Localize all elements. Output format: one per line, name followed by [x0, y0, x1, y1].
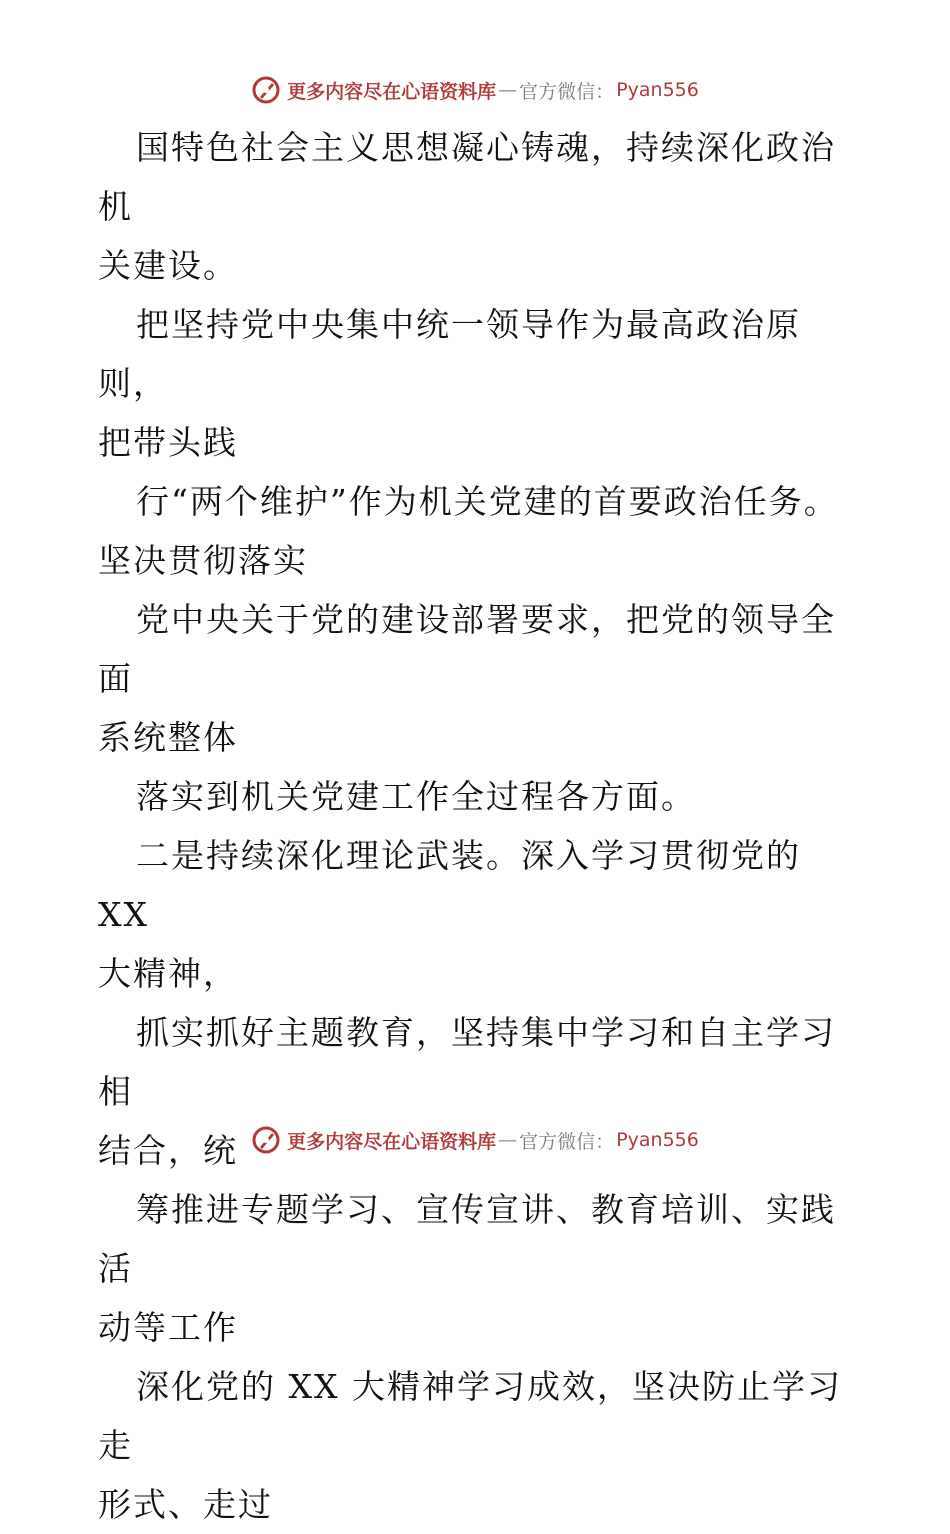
text-line: 行“两个维护”作为机关党建的首要政治任务。 [136, 482, 839, 521]
banner-wechat-handle: Pyan556 [616, 1129, 699, 1151]
quill-circle-icon [251, 1125, 281, 1155]
banner-official-label: 官方微信： [519, 1130, 615, 1153]
banner-official-label: 官方微信： [519, 80, 615, 103]
text-line: 二是持续深化理论武装。深入学习贯彻党的 XX [98, 836, 801, 934]
text-line: 系统整体 [98, 718, 238, 757]
body-text [98, 118, 858, 1534]
footer-banner [0, 1120, 950, 1160]
text-line: 结合，统 [98, 1131, 238, 1170]
text-line: 深化党的 XX 大精神学习成效，坚决防止学习走 [98, 1367, 842, 1465]
banner-brand: 更多内容尽在心语资料库 [287, 1130, 497, 1153]
header-banner [0, 70, 950, 110]
text-line: 抓实抓好主题教育，坚持集中学习和自主学习相 [98, 1013, 836, 1111]
text-line: 大精神， [98, 954, 238, 993]
banner-wechat-handle: Pyan556 [616, 79, 699, 101]
text-line: 把坚持党中央集中统一领导作为最高政治原则， [98, 305, 801, 403]
text-line: 国特色社会主义思想凝心铸魂，持续深化政治机 [98, 128, 836, 226]
banner-separator: — [498, 1129, 518, 1151]
text-line: 落实到机关党建工作全过程各方面。 [136, 777, 696, 816]
text-line: 动等工作 [98, 1308, 238, 1347]
text-line: 形式、走过 [98, 1485, 273, 1524]
text-line: 党中央关于党的建设部署要求，把党的领导全面 [98, 600, 836, 698]
text-line: 关建设。 [98, 246, 238, 285]
banner-separator: — [498, 79, 518, 101]
text-line: 把带头践 [98, 423, 238, 462]
banner-brand: 更多内容尽在心语资料库 [287, 80, 497, 103]
text-line: 筹推进专题学习、宣传宣讲、教育培训、实践活 [98, 1190, 836, 1288]
text-line: 坚决贯彻落实 [98, 541, 308, 580]
quill-circle-icon [251, 75, 281, 105]
